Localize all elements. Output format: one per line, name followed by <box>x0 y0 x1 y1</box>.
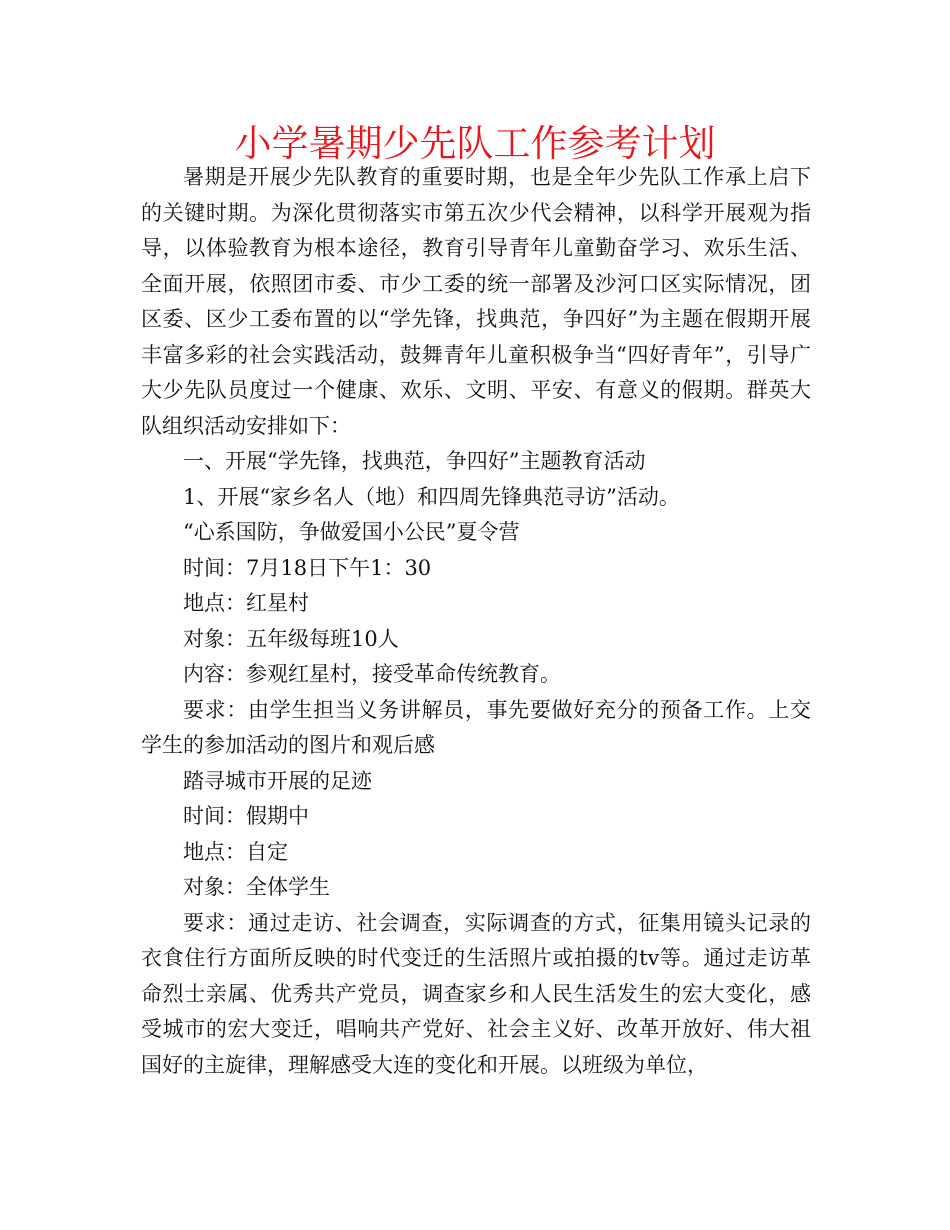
paragraph-city-target: 对象：全体学生 <box>183 875 330 899</box>
paragraph-city-title: 踏寻城市开展的足迹 <box>183 768 372 793</box>
document-title: 小学暑期少先队工作参考计划 <box>234 122 716 165</box>
paragraph-intro: 暑期是开展少先队教育的重要时期，也是全年少先队工作承上启下的关键时期。为深化贯彻落实市第五次少代会精神，以科学开展观为指导，以体验教育为根本途径，教育引导青年儿童勤奋学习、欢乐生活、全面开展，依照团市委、市少工委的统一部署及沙河口区实际情况，团区委、区少工委布置的以“学先锋，找典范，争四好”为主题在假期开展丰富多彩的社会实践活动，鼓舞青年儿童积极争当“四好青年”，引导广大少先队员度过一个健康、欢乐、文明、平安、有意义的假期。群英大队组织活动安排如下： <box>141 165 811 438</box>
paragraph-camp-target: 对象：五年级每班10人 <box>183 626 399 651</box>
paragraph-activity-heading: 1、开展“家乡名人（地）和四周先锋典范寻访”活动。 <box>183 484 680 509</box>
paragraph-camp-time: 时间：7月18日下午1：30 <box>183 555 432 580</box>
paragraph-city-place: 地点：自定 <box>183 839 288 864</box>
paragraph-camp-requirement: 要求：由学生担当义务讲解员，事先要做好充分的预备工作。上交学生的参加活动的图片和观后感 <box>141 697 811 757</box>
document-body <box>141 160 811 1083</box>
paragraph-city-requirement: 要求：通过走访、社会调查，实际调查的方式，征集用镜头记录的衣食住行方面所反映的时代变迁的生活照片或拍摄的tv等。通过走访革命烈士亲属、优秀共产党员，调查家乡和人民生活发生的宏大变化，感受城市的宏大变迁，唱响共产党好、社会主义好、改革开放好、伟大祖国好的主旋律，理解感受大连的变化和开展。以班级为单位， <box>141 910 811 1077</box>
paragraph-city-time: 时间：假期中 <box>183 804 309 828</box>
paragraph-camp-title: “心系国防，争做爱国小公民”夏令营 <box>183 520 520 544</box>
paragraph-camp-place: 地点：红星村 <box>183 591 309 615</box>
paragraph-section-heading: 一、开展“学先锋，找典范，争四好”主题教育活动 <box>183 449 646 473</box>
paragraph-camp-content: 内容：参观红星村，接受革命传统教育。 <box>183 662 561 686</box>
